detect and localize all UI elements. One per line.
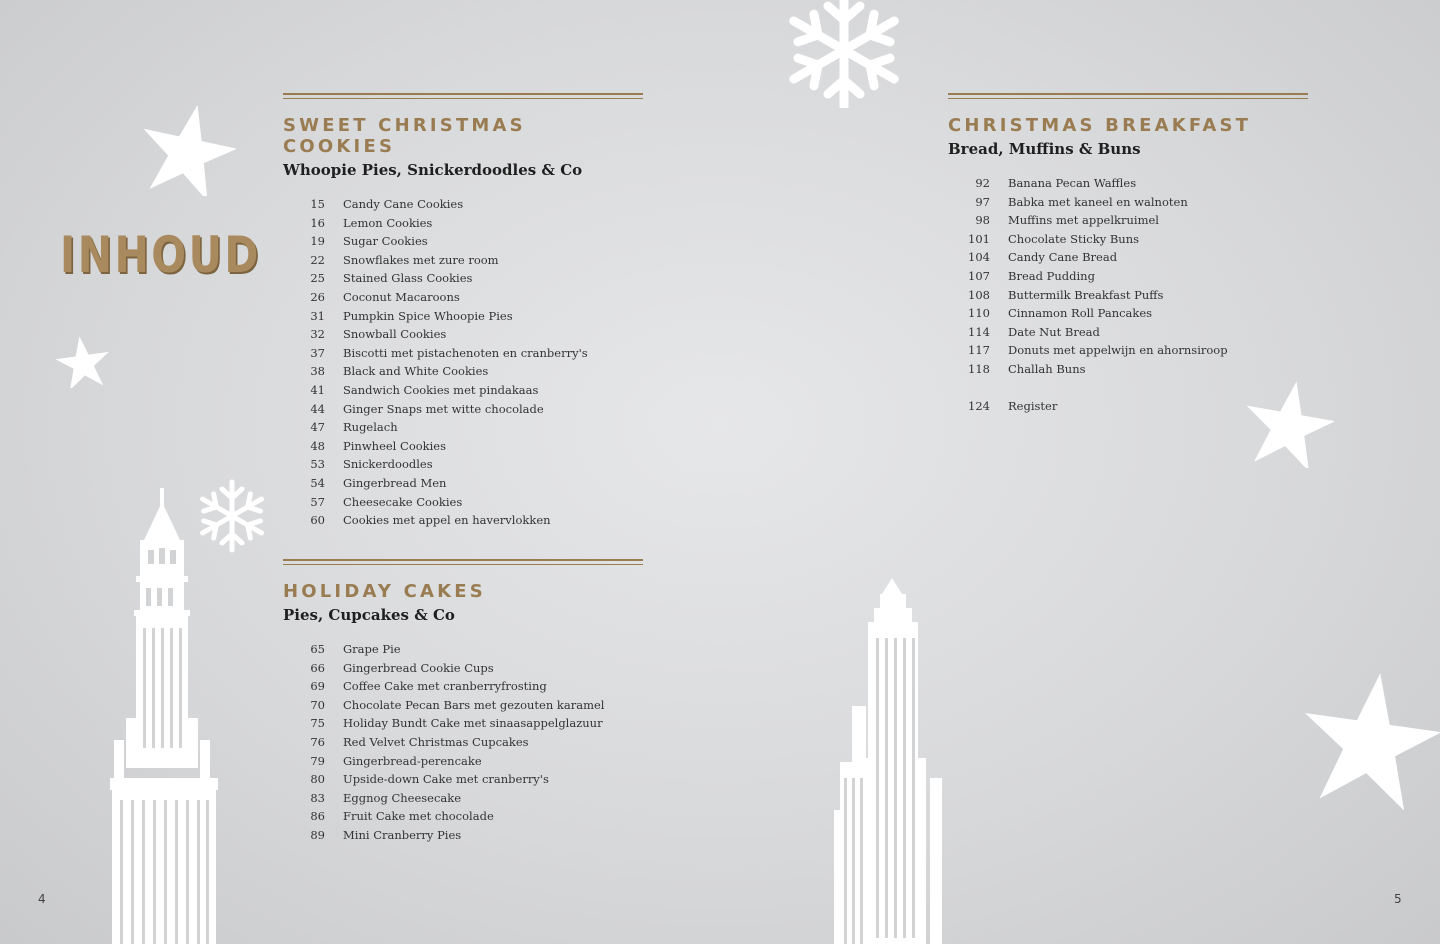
toc-recipe-name: Register [1008, 399, 1058, 414]
toc-recipe-name: Muffins met appelkruimel [1008, 213, 1159, 228]
toc-recipe-name: Gingerbread Cookie Cups [343, 660, 494, 675]
toc-recipe-name: Stained Glass Cookies [343, 271, 473, 286]
toc-entry[interactable] [283, 307, 643, 326]
page-number-left: 4 [38, 892, 46, 906]
toc-page-number: 89 [310, 827, 325, 842]
toc-page-number: 60 [310, 513, 325, 528]
section-title: CHRISTMAS BREAKFAST [948, 115, 1252, 136]
toc-recipe-name: Babka met kaneel en walnoten [1008, 194, 1188, 209]
toc-recipe-name: Ginger Snaps met witte chocolade [343, 401, 544, 416]
toc-page-number: 70 [310, 697, 325, 712]
toc-entry[interactable] [283, 807, 643, 826]
toc-entry[interactable] [283, 455, 643, 474]
toc-page-number: 26 [310, 289, 325, 304]
toc-page-number: 97 [975, 194, 990, 209]
toc-page-number: 104 [968, 250, 990, 265]
toc-page-number: 15 [310, 197, 325, 211]
toc-entry[interactable] [283, 418, 643, 437]
toc-page-number: 124 [968, 399, 990, 414]
section-subtitle: Whoopie Pies, Snickerdoodles & Co [283, 161, 583, 179]
toc-entry[interactable] [283, 826, 643, 845]
toc-page-number: 83 [310, 790, 325, 805]
toc-entry[interactable] [283, 344, 643, 363]
star-icon [1302, 668, 1440, 810]
toc-entry[interactable] [283, 474, 643, 493]
toc-entry[interactable] [948, 248, 1308, 267]
toc-recipe-name: Challah Buns [1008, 361, 1086, 376]
toc-entry[interactable] [283, 714, 643, 733]
toc-entry[interactable] [283, 269, 643, 288]
toc-entry[interactable] [283, 511, 643, 530]
toc-entry[interactable] [283, 752, 643, 771]
toc-entry-register[interactable] [948, 397, 1308, 416]
toc-recipe-name: Cinnamon Roll Pancakes [1008, 306, 1153, 321]
toc-list [283, 195, 643, 530]
toc-entry[interactable] [948, 174, 1308, 193]
section-subtitle: Pies, Cupcakes & Co [283, 606, 455, 624]
toc-recipe-name: Coconut Macaroons [343, 289, 460, 304]
section-title: HOLIDAY CAKES [283, 581, 486, 602]
toc-recipe-name: Sandwich Cookies met pindakaas [343, 382, 539, 397]
toc-recipe-name: Coffee Cake met cranberryfrosting [343, 679, 547, 694]
toc-entry[interactable] [948, 230, 1308, 249]
section-divider [948, 93, 1308, 99]
toc-recipe-name: Buttermilk Breakfast Puffs [1008, 287, 1164, 302]
toc-recipe-name: Banana Pecan Waffles [1008, 176, 1137, 190]
star-icon [140, 104, 236, 196]
toc-entry[interactable] [948, 323, 1308, 342]
toc-recipe-name: Red Velvet Christmas Cupcakes [343, 734, 529, 749]
toc-entry[interactable] [283, 733, 643, 752]
toc-entry[interactable] [283, 400, 643, 419]
toc-recipe-name: Black and White Cookies [343, 364, 489, 379]
toc-recipe-name: Biscotti met pistachenoten en cranberry's [343, 345, 588, 360]
toc-entry[interactable] [948, 304, 1308, 323]
toc-page-number: 54 [310, 475, 325, 490]
toc-page-number: 37 [310, 345, 325, 360]
section-title: SWEET CHRISTMAS COOKIES [283, 115, 526, 157]
toc-page-number: 110 [968, 306, 990, 321]
toc-recipe-name: Bread Pudding [1008, 268, 1095, 283]
toc-recipe-name: Chocolate Sticky Buns [1008, 231, 1140, 246]
toc-page-number: 98 [975, 213, 990, 228]
toc-entry[interactable] [948, 286, 1308, 305]
toc-recipe-name: Lemon Cookies [343, 215, 433, 230]
section-divider [283, 559, 643, 565]
toc-page-number: 41 [310, 382, 325, 397]
toc-page-number: 25 [310, 271, 325, 286]
snowflake-icon [766, 0, 922, 108]
toc-entry[interactable] [948, 360, 1308, 379]
toc-entry[interactable] [283, 437, 643, 456]
toc-entry[interactable] [283, 696, 643, 715]
toc-page-number: 32 [310, 327, 325, 342]
toc-recipe-name: Donuts met appelwijn en ahornsiroop [1008, 343, 1228, 358]
toc-recipe-name: Candy Cane Bread [1008, 250, 1118, 265]
star-icon [56, 336, 110, 388]
toc-entry[interactable] [283, 789, 643, 808]
section-subtitle: Bread, Muffins & Buns [948, 140, 1141, 158]
page-number-right: 5 [1394, 892, 1402, 906]
toc-recipe-name: Cheesecake Cookies [343, 494, 463, 509]
toc-entry[interactable] [283, 288, 643, 307]
toc-recipe-name: Gingerbread Men [343, 475, 447, 490]
toc-page-number: 66 [310, 660, 325, 675]
section-cakes [283, 559, 643, 845]
toc-recipe-name: Eggnog Cheesecake [343, 790, 462, 805]
toc-page-number: 118 [968, 361, 990, 376]
toc-list [948, 174, 1308, 416]
toc-page-number: 80 [310, 772, 325, 787]
toc-page-number: 114 [968, 324, 990, 339]
toc-page-number: 107 [968, 268, 990, 283]
toc-recipe-name: Cookies met appel en havervlokken [343, 513, 551, 528]
toc-recipe-name: Snowball Cookies [343, 327, 447, 342]
toc-entry[interactable] [948, 211, 1308, 230]
toc-page-number: 53 [310, 457, 325, 472]
toc-page-number: 108 [968, 287, 990, 302]
toc-page-number: 75 [310, 716, 325, 731]
toc-page-number: 92 [975, 176, 990, 190]
toc-recipe-name: Date Nut Bread [1008, 324, 1100, 339]
toc-entry[interactable] [283, 677, 643, 696]
toc-page-number: 48 [310, 438, 325, 453]
toc-page-number: 117 [968, 343, 990, 358]
section-cookies [283, 93, 643, 530]
toc-page-number: 22 [310, 252, 325, 267]
toc-entry[interactable] [283, 493, 643, 512]
toc-recipe-name: Fruit Cake met chocolade [343, 809, 494, 824]
toc-recipe-name: Holiday Bundt Cake met sinaasappelglazuur [343, 716, 603, 731]
toc-entry[interactable] [283, 214, 643, 233]
toc-entry[interactable] [948, 267, 1308, 286]
toc-recipe-name: Snowflakes met zure room [343, 252, 499, 267]
toc-entry[interactable] [948, 341, 1308, 360]
skyscraper-illustration [830, 578, 950, 944]
toc-recipe-name: Sugar Cookies [343, 234, 428, 249]
toc-entry[interactable] [283, 251, 643, 270]
section-divider [283, 93, 643, 99]
toc-recipe-name: Mini Cranberry Pies [343, 827, 462, 842]
tower-illustration [104, 488, 224, 944]
toc-page-number: 101 [968, 231, 990, 246]
toc-entry[interactable] [283, 770, 643, 789]
toc-entry[interactable] [948, 193, 1308, 212]
toc-entry[interactable] [283, 362, 643, 381]
toc-page-number: 57 [310, 494, 325, 509]
toc-entry[interactable] [283, 640, 643, 659]
toc-recipe-name: Pinwheel Cookies [343, 438, 447, 453]
toc-page-number: 65 [310, 642, 325, 656]
toc-recipe-name: Gingerbread-perencake [343, 753, 482, 768]
toc-entry[interactable] [283, 325, 643, 344]
toc-page-number: 76 [310, 734, 325, 749]
toc-recipe-name: Upside-down Cake met cranberry's [343, 772, 549, 787]
toc-list [283, 640, 643, 845]
toc-entry[interactable] [283, 381, 643, 400]
toc-recipe-name: Grape Pie [343, 642, 401, 656]
toc-entry[interactable] [283, 232, 643, 251]
toc-recipe-name: Pumpkin Spice Whoopie Pies [343, 308, 513, 323]
toc-page-number: 44 [310, 401, 325, 416]
toc-page-number: 69 [310, 679, 325, 694]
toc-recipe-name: Snickerdoodles [343, 457, 433, 472]
toc-recipe-name: Candy Cane Cookies [343, 197, 464, 211]
toc-page-number: 86 [310, 809, 325, 824]
toc-page-number: 38 [310, 364, 325, 379]
toc-recipe-name: Chocolate Pecan Bars met gezouten karamel [343, 697, 605, 712]
section-breakfast [948, 93, 1308, 416]
toc-page-number: 79 [310, 753, 325, 768]
toc-entry[interactable] [283, 659, 643, 678]
toc-page-number: 31 [310, 308, 325, 323]
toc-page-number: 16 [310, 215, 325, 230]
page-title: INHOUD [60, 226, 261, 284]
toc-page-number: 19 [310, 234, 325, 249]
toc-recipe-name: Rugelach [343, 420, 398, 435]
toc-page-number: 47 [310, 420, 325, 435]
toc-entry[interactable] [283, 195, 643, 214]
